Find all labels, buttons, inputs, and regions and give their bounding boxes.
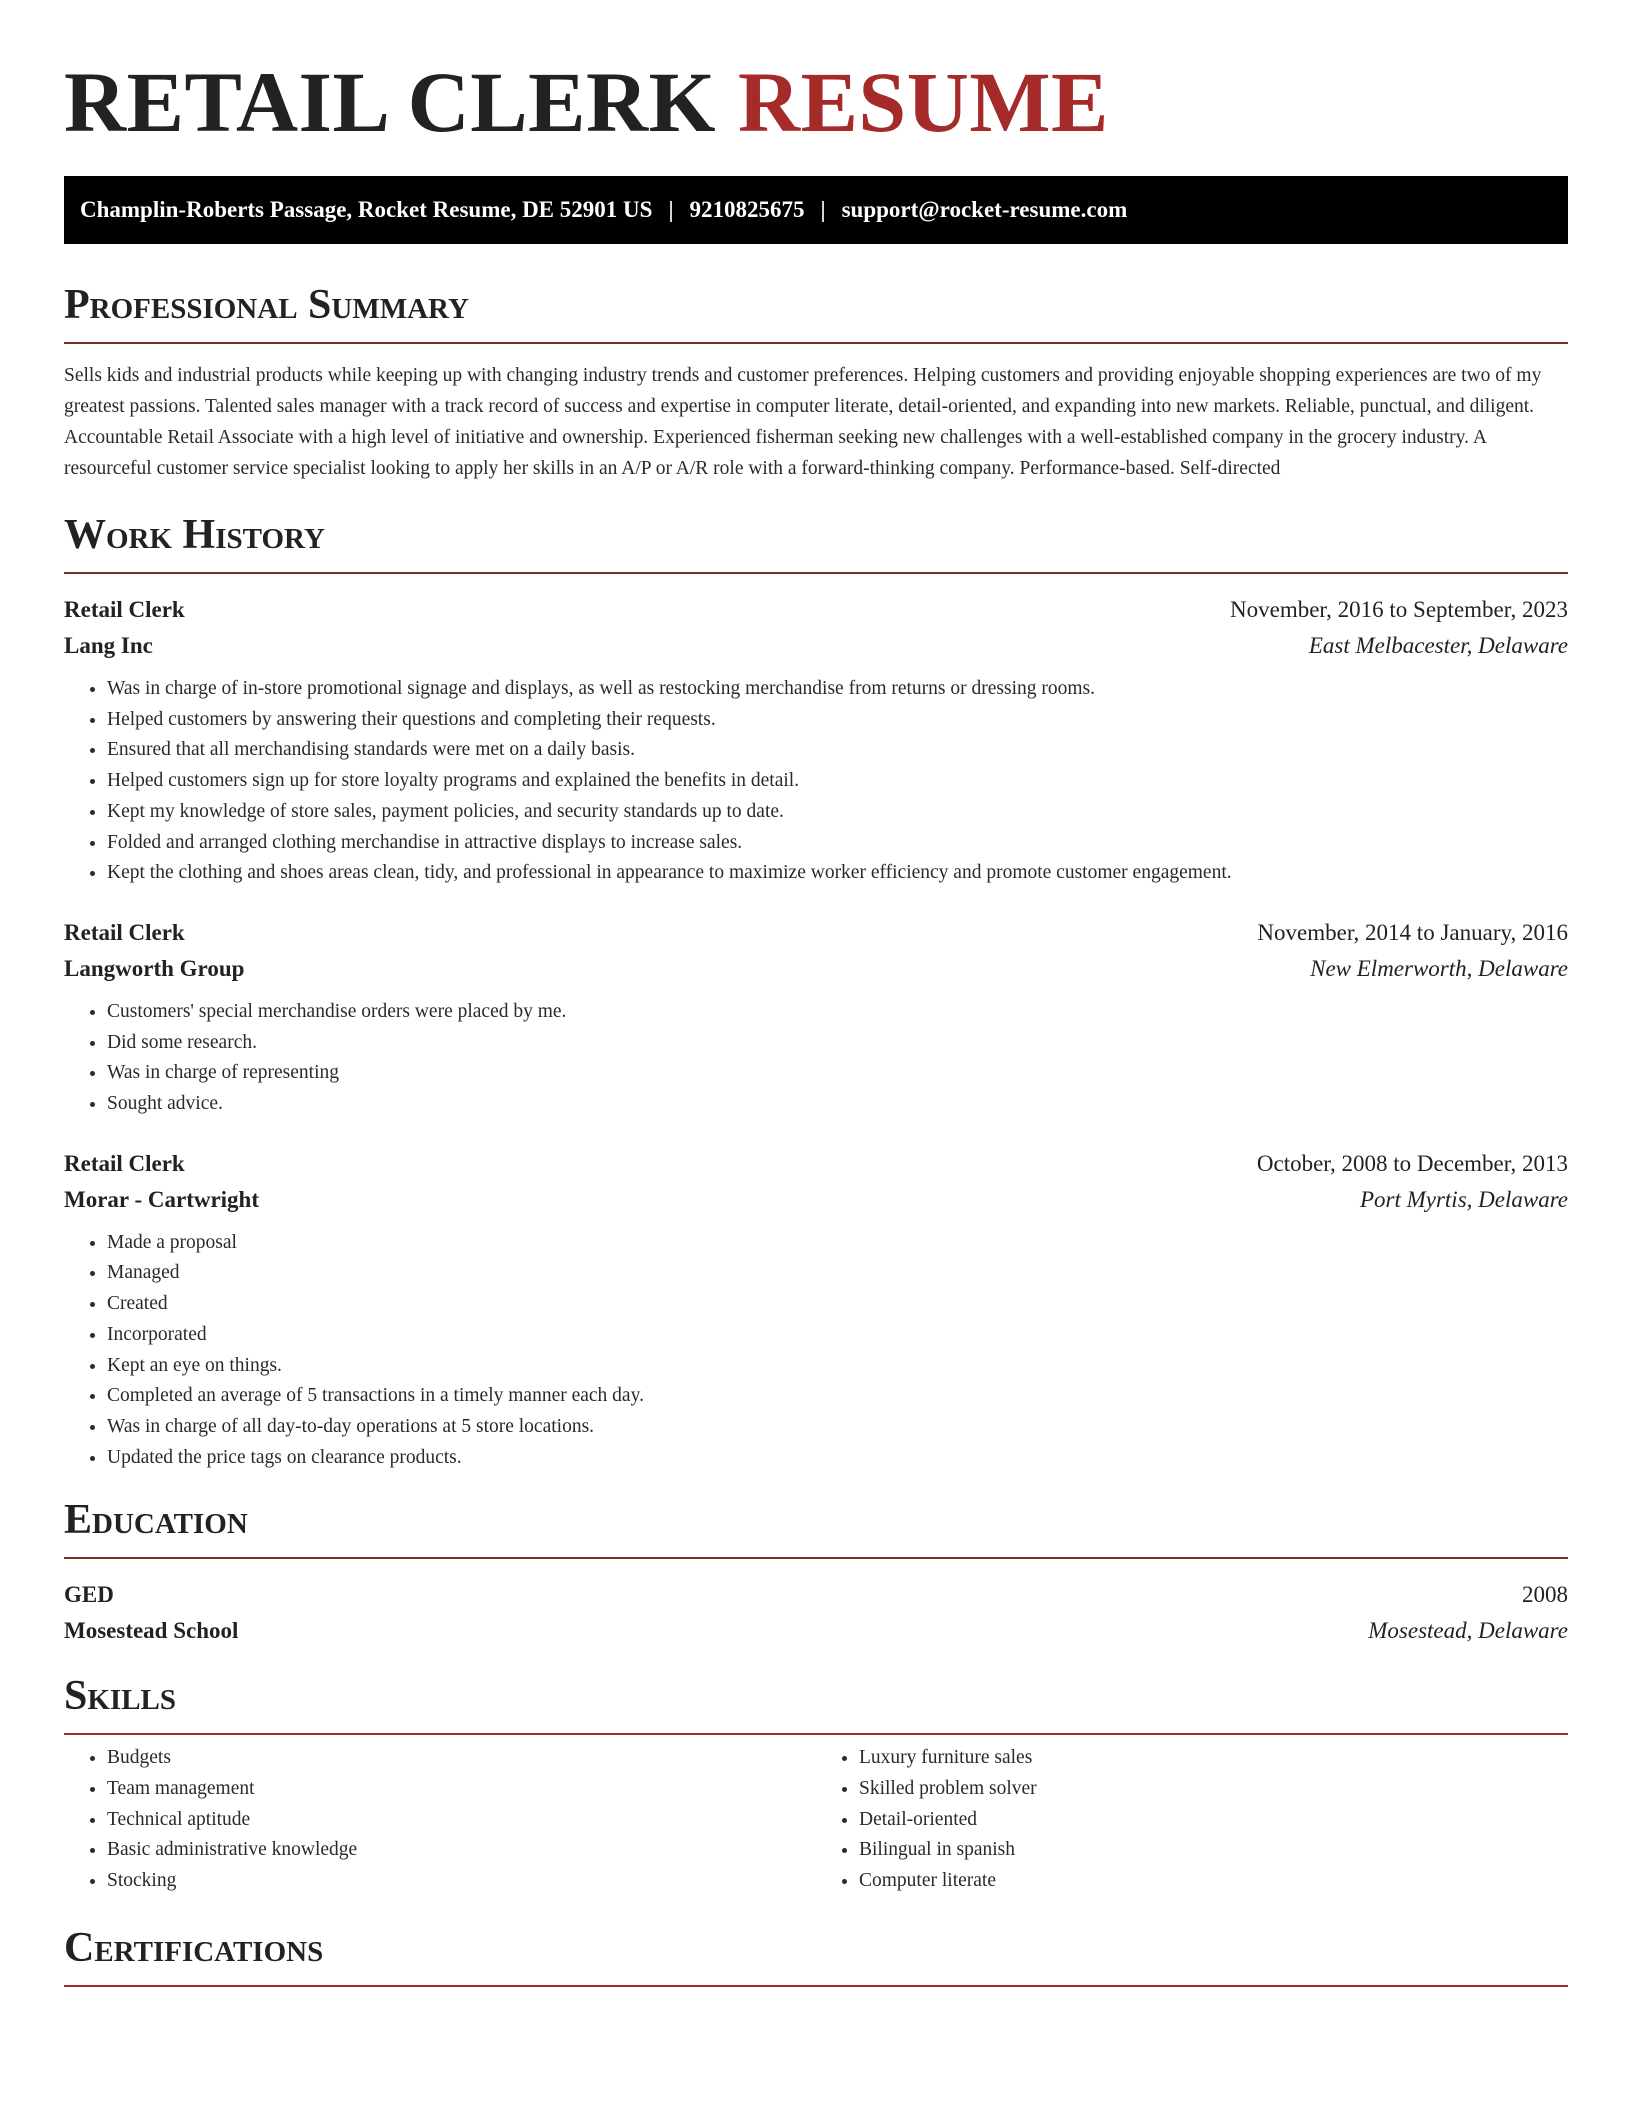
resume-page — [64, 0, 1568, 1987]
list-item: • Sought advice. — [107, 1089, 1568, 1120]
list-item: • Helped customers sign up for store loyalty programs and explained the benefits in detail. — [107, 766, 1568, 797]
list-item: • Luxury furniture sales — [859, 1743, 1568, 1774]
list-item: • Managed — [107, 1258, 1568, 1289]
list-item: • Updated the price tags on clearance products. — [107, 1443, 1568, 1474]
job-entry — [64, 915, 1568, 1120]
resume-title — [64, 0, 1568, 152]
education-school-row — [64, 1613, 1568, 1649]
skills-list-right — [816, 1743, 1568, 1897]
job-company-row — [64, 951, 1568, 987]
list-item: • Kept my knowledge of store sales, payment policies, and security standards up to date. — [107, 797, 1568, 828]
list-item: • Bilingual in spanish — [859, 1835, 1568, 1866]
list-item: • Budgets — [107, 1743, 816, 1774]
title-main: RETAIL CLERK — [64, 54, 716, 150]
education-entry — [64, 1577, 1568, 1649]
section-divider — [64, 572, 1568, 574]
skills-list-left — [64, 1743, 816, 1897]
list-item: • Detail-oriented — [859, 1805, 1568, 1836]
job-header-row — [64, 592, 1568, 628]
job-dates: November, 2014 to January, 2016 — [1257, 919, 1568, 945]
list-item: • Created — [107, 1289, 1568, 1320]
education-school: Mosestead School — [64, 1618, 239, 1644]
section-divider — [64, 1733, 1568, 1735]
list-item: • Was in charge of in-store promotional signage and displays, as well as restocking merchandise from returns or dressing rooms. — [107, 674, 1568, 705]
job-entry — [64, 592, 1568, 889]
job-location: New Elmerworth, Delaware — [1310, 955, 1568, 981]
job-dates: October, 2008 to December, 2013 — [1256, 1150, 1568, 1176]
job-dates: November, 2016 to September, 2023 — [1230, 597, 1568, 622]
list-item: • Folded and arranged clothing merchandise in attractive displays to increase sales. — [107, 828, 1568, 859]
job-company-row — [64, 628, 1568, 664]
section-divider — [64, 342, 1568, 344]
list-item: • Was in charge of representing — [107, 1058, 1568, 1089]
job-location: Port Myrtis, Delaware — [1359, 1186, 1568, 1212]
job-company: Lang Inc — [64, 633, 153, 658]
job-header-row — [64, 915, 1568, 951]
summary-heading: Professional Summary — [64, 282, 469, 328]
list-item: • Was in charge of all day-to-day operations at 5 store locations. — [107, 1412, 1568, 1443]
job-header-row — [64, 1146, 1568, 1182]
education-year: 2008 — [1522, 1582, 1568, 1608]
contact-address: Champlin-Roberts Passage, Rocket Resume, DE 52901 US — [80, 197, 653, 222]
list-item: • Stocking — [107, 1866, 816, 1897]
job-company-row — [64, 1182, 1568, 1218]
title-accent: RESUME — [737, 54, 1109, 150]
skills-heading: Skills — [64, 1673, 177, 1720]
job-title: Retail Clerk — [64, 597, 185, 622]
summary-text: Sells kids and industrial products while keeping up with changing industry trends and customer preferences. Helping customers and providing enjoyable shopping experiences are two of my greatest passions. Talented sales manager with a track record of success and expertise in computer literate, detail-oriented, and expanding into new markets. Reliable, punctual, and diligent. Accountable Retail Associate with a high level of initiative and ownership. Experienced fisherman seeking new challenges with a well-established company in the grocery industry. A resourceful customer service specialist looking to apply her skills in an A/P or A/R role with a forward-thinking company. Performance-based. Self-directed — [64, 365, 1542, 479]
contact-separator: | — [668, 197, 674, 222]
list-item: • Incorporated — [107, 1320, 1568, 1351]
job-entry — [64, 1146, 1568, 1474]
summary-section — [64, 280, 1568, 484]
education-degree: GED — [64, 1582, 114, 1608]
job-bullets — [64, 997, 1568, 1120]
list-item: • Team management — [107, 1774, 816, 1805]
list-item: • Did some research. — [107, 1028, 1568, 1059]
list-item: • Kept the clothing and shoes areas clean, tidy, and professional in appearance to maximize worker efficiency and promote customer engagement. — [107, 858, 1568, 889]
list-item: • Computer literate — [859, 1866, 1568, 1897]
contact-email: support@rocket-resume.com — [841, 197, 1128, 222]
list-item: • Made a proposal — [107, 1228, 1568, 1259]
job-company: Langworth Group — [64, 955, 245, 981]
section-divider — [64, 1985, 1568, 1987]
contact-phone: 9210825675 — [689, 197, 805, 222]
education-heading: Education — [64, 1497, 248, 1544]
list-item: • Completed an average of 5 transactions in a timely manner each day. — [107, 1381, 1568, 1412]
list-item: • Technical aptitude — [107, 1805, 816, 1836]
skills-section — [64, 1671, 1568, 1897]
certifications-section — [64, 1923, 1568, 1987]
contact-separator: | — [820, 197, 826, 222]
job-bullets — [64, 674, 1568, 889]
skills-grid — [64, 1743, 1568, 1897]
education-section — [64, 1495, 1568, 1649]
section-divider — [64, 1557, 1568, 1559]
list-item: • Kept an eye on things. — [107, 1351, 1568, 1382]
contact-bar — [64, 176, 1568, 244]
work-history-section — [64, 510, 1568, 1473]
list-item: • Skilled problem solver — [859, 1774, 1568, 1805]
education-location: Mosestead, Delaware — [1368, 1618, 1568, 1644]
list-item: • Basic administrative knowledge — [107, 1835, 816, 1866]
list-item: • Customers' special merchandise orders were placed by me. — [107, 997, 1568, 1028]
job-location: East Melbacester, Delaware — [1308, 633, 1568, 658]
job-title: Retail Clerk — [64, 919, 185, 945]
list-item: • Ensured that all merchandising standards were met on a daily basis. — [107, 735, 1568, 766]
list-item: • Helped customers by answering their questions and completing their requests. — [107, 705, 1568, 736]
education-header-row — [64, 1577, 1568, 1613]
certifications-heading: Certifications — [64, 1924, 324, 1971]
job-company: Morar - Cartwright — [64, 1186, 260, 1212]
job-bullets — [64, 1228, 1568, 1474]
job-title: Retail Clerk — [64, 1150, 185, 1176]
work-history-heading: Work History — [64, 512, 325, 558]
